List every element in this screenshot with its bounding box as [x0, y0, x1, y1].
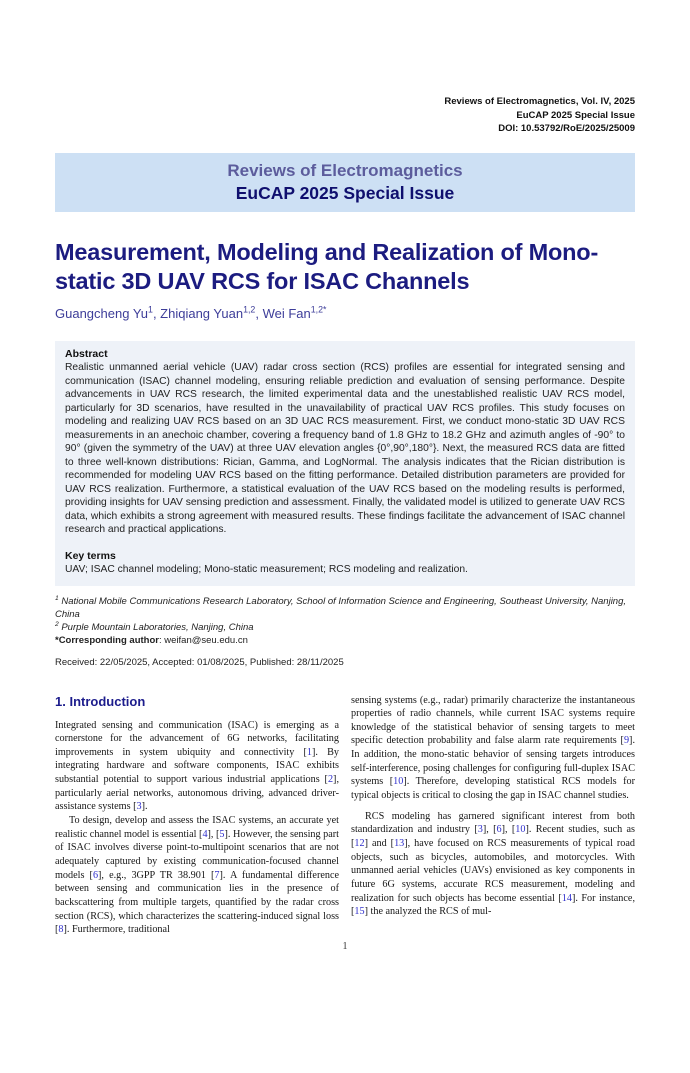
affiliation-2: $^2$ Purple Mountain Laboratories, Nanjing, China [55, 620, 254, 633]
journal-header-doi: DOI: 10.53792/RoE/2025/25009 [498, 123, 635, 134]
affiliation-1: $^1$ National Mobile Communications Research Laboratory, School of Information Science and Engineering, Southeast University, Nanjing, China [55, 594, 627, 620]
intro-paragraph: RCS modeling has garnered significant interest from both standardization and industry [3], [6], [10]. Recent studies, such as [12] and [13], have focused on RCS measurements of typical road objects, such as bicycles, automobiles, and motorcycles. With unmanned aerial vehicles (UAVs) envisioned as key components in future 6G systems, accurate RCS measurement, modeling and realization for such objects has become essential [14]. For instance, [15] the analyzed the RCS of mul- [351, 810, 635, 918]
left-column [55, 694, 339, 938]
citation-link[interactable]: 10 [393, 776, 404, 788]
citation-link[interactable]: 10 [515, 824, 526, 836]
citation-link[interactable]: 6 [496, 824, 502, 836]
citation-link[interactable]: 14 [561, 892, 572, 904]
corresponding-author-separator: : [158, 634, 165, 646]
citation-link[interactable]: 6 [92, 869, 99, 881]
intro-paragraph: sensing systems (e.g., radar) primarily characterize the instantaneous properties of radio channels, while current ISAC systems require knowledge of the statistical behavior of sensing targets to meet specific detection probability and false alarm rate requirements [9]. In addition, the mono-static behavior of sensing targets introduces self-interference, posing challenges for configuring full-duplex ISAC systems [10]. Therefore, developing statistical RCS models for typical objects is critical to closing the gap in ISAC channel studies. [351, 694, 635, 802]
corresponding-email[interactable]: weifan@seu.edu.cn [164, 634, 248, 646]
citation-link[interactable]: 9 [623, 735, 630, 747]
page-content [55, 0, 635, 937]
author-line: Guangcheng Yu$^1$, Zhiqiang Yuan$^{1,2}$, Wei Fan$^{1,2*}$ [55, 304, 327, 321]
citation-link[interactable]: 4 [202, 828, 208, 840]
banner-special-issue: EuCAP 2025 Special Issue [235, 182, 455, 203]
abstract-heading: Abstract [65, 347, 108, 360]
corresponding-author-line [55, 634, 635, 647]
citation-link[interactable]: 2 [327, 774, 334, 786]
intro-paragraph: Integrated sensing and communication (ISAC) is emerging as a cornerstone for the advancement of 6G networks, facilitating improvements in system ubiquity and connectivity [1]. By integrating hardware and software components, ISAC exhibits substantial potential to support various industrial applications [2], particularly aerial networks, autonomous driving, advanced driver-assistance systems [3]. [55, 719, 339, 813]
citation-link[interactable]: 3 [136, 801, 142, 813]
journal-banner [55, 153, 635, 212]
citation-link[interactable]: 15 [354, 906, 365, 918]
key-terms-text: UAV; ISAC channel modeling; Mono-static measurement; RCS modeling and realization. [65, 564, 468, 575]
journal-header [55, 0, 635, 136]
affiliations-block [55, 595, 635, 647]
journal-header-issue: EuCAP 2025 Special Issue [516, 109, 635, 121]
section-heading-introduction: 1. Introduction [55, 693, 146, 709]
citation-link[interactable]: 3 [477, 824, 483, 836]
right-column [351, 694, 635, 938]
key-terms-heading: Key terms [65, 549, 116, 562]
page-number: 1 [342, 941, 348, 952]
citation-link[interactable]: 13 [394, 838, 405, 850]
citation-link[interactable]: 12 [354, 838, 365, 850]
paper-title: Measurement, Modeling and Realization of Mono-static 3D UAV RCS for ISAC Channels [55, 238, 599, 294]
citation-link[interactable]: 5 [219, 828, 225, 840]
citation-link[interactable]: 7 [214, 869, 220, 881]
citation-link[interactable]: 1 [306, 746, 312, 758]
dates-line: Received: 22/05/2025, Accepted: 01/08/2025, Published: 28/11/2025 [55, 656, 344, 668]
corresponding-author-label: *Corresponding author [55, 634, 159, 646]
introduction-columns [55, 694, 635, 938]
abstract-text: Realistic unmanned aerial vehicle (UAV) radar cross section (RCS) profiles are essential for integrated sensing and communication (ISAC) channel modeling, ensuring reliable prediction and evaluation of sensing performance. Despite advancements in UAV RCS research, the limited experimental data and the unestablished realistic UAV RCS model, particularly for 3D scenarios, have resulted in the unavailability of practical UAV RCS profiles. This study focuses on modeling and realizing UAV RCS based on an 3D UAC RCS measurement. First, we conduct mono-static 3D UAV RCS measurements in an anechoic chamber, covering a frequency band of 1.8 GHz to 18.2 GHz and azimuth angles of -90° to 90° (given the symmetry of the UAV) at three UAV elevation angles {0°,90°,180°}. Next, the measured RCS data are fitted to three well-known distributions: Rician, Gamma, and LogNormal. The analysis indicates that the Rician distribution is recommended for modeling UAV RCS based on the fitting performance. Detailed distribution parameters are provided for UAV RCS realization. Furthermore, a statistical evaluation of the UAV RCS based on the modeling results is performed, providing insights for UAV sensing prediction and assessment. Finally, the validated model is utilized to generate UAV RCS data, which exhibits a strong agreement with measured results. These findings facilitate the advancement of ISAC channel research and practical applications. [65, 362, 625, 535]
intro-paragraph: To design, develop and assess the ISAC systems, an accurate yet realistic channel model is essential [4], [5]. However, the sensing part of ISAC involves diverse point-to-multipoint scenarios that are not adequately captured by existing communication-focused channel models [6], e.g., 3GPP TR 38.901 [7]. A fundamental difference between sensing and communication lies in the presence of backscattering from multiple targets, quantified by the radar cross section (RCS), which characterizes the scattering-induced signal loss [8]. Furthermore, traditional [55, 815, 340, 936]
abstract-box [55, 341, 635, 586]
journal-header-volume: Reviews of Electromagnetics, Vol. IV, 2025 [444, 96, 635, 107]
banner-journal-name: Reviews of Electromagnetics [227, 160, 463, 180]
citation-link[interactable]: 8 [58, 924, 64, 936]
